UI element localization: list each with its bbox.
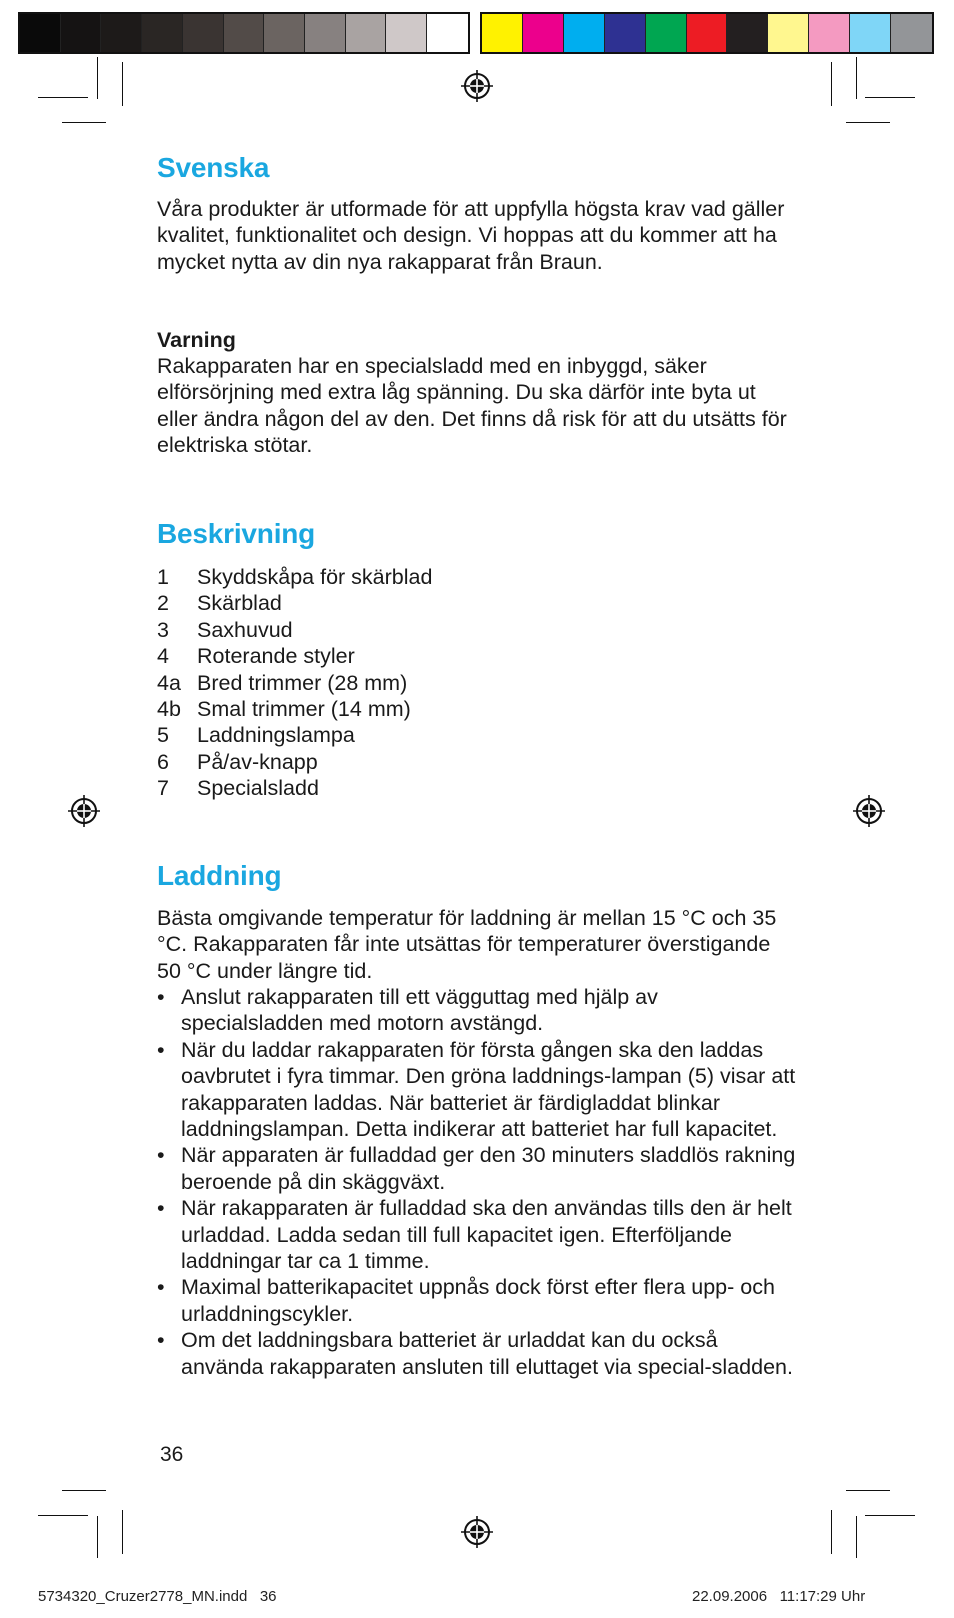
- item-label: På/av-knapp: [197, 749, 318, 774]
- grayscale-calibration-bar: [18, 12, 470, 54]
- item-number: 2: [157, 591, 169, 616]
- page-number: 36: [160, 1443, 184, 1466]
- registration-mark-icon: [68, 795, 100, 827]
- registration-mark-icon: [853, 795, 885, 827]
- bullet-text: Om det laddningsbara batteriet är urladdat kan du också använda rakapparaten ansluten till eluttaget via special-sladden.: [181, 1328, 793, 1379]
- color-swatch: [891, 14, 932, 52]
- color-swatch: [183, 14, 224, 52]
- list-item: [157, 1195, 797, 1274]
- bullet-icon: •: [157, 1037, 165, 1062]
- registration-mark-icon: [461, 1516, 493, 1548]
- crop-mark: [831, 62, 832, 106]
- item-label: Laddningslampa: [197, 723, 355, 748]
- color-swatch: [809, 14, 850, 52]
- item-label: Skärblad: [197, 591, 282, 616]
- list-item: [157, 564, 432, 590]
- bullet-text: När rakapparaten är fulladdad ska den användas tills den är helt urladdad. Ladda sedan till full kapacitet igen. Efterföljande laddningar tar ca 1 timme.: [181, 1196, 792, 1274]
- bullet-icon: •: [157, 1143, 165, 1168]
- crop-mark: [865, 1515, 915, 1516]
- registration-mark-icon: [461, 70, 493, 102]
- bullet-icon: •: [157, 1275, 165, 1300]
- item-number: 5: [157, 723, 169, 748]
- item-label: Roterande styler: [197, 644, 355, 669]
- footer-filename: 5734320_Cruzer2778_MN.indd 36: [38, 1588, 277, 1605]
- color-swatch: [386, 14, 427, 52]
- crop-mark: [846, 1490, 890, 1491]
- bullet-text: När du laddar rakapparaten för första gången ska den laddas oavbrutet i fyra timmar. Den gröna laddnings-lampan (5) visar att rakapparaten laddas. När batteriet är färdigladdat blinkar laddningslampan. Detta indikerar att batteriet har full kapacitet.: [181, 1037, 796, 1142]
- bullet-icon: •: [157, 985, 165, 1009]
- color-swatch: [20, 14, 61, 52]
- color-swatch: [264, 14, 305, 52]
- crop-mark: [122, 1510, 123, 1554]
- color-swatch: [768, 14, 809, 52]
- crop-mark: [62, 122, 106, 123]
- crop-mark: [865, 97, 915, 98]
- list-item: [157, 590, 432, 616]
- crop-mark: [62, 1490, 106, 1491]
- list-item: [157, 1037, 797, 1143]
- bullet-icon: •: [157, 1196, 165, 1221]
- crop-mark: [846, 122, 890, 123]
- color-swatch: [646, 14, 687, 52]
- list-item: [157, 643, 432, 669]
- color-swatch: [482, 14, 523, 52]
- list-item: [157, 1274, 797, 1327]
- list-item: [157, 722, 432, 748]
- color-swatch: [687, 14, 728, 52]
- color-swatch: [427, 14, 468, 52]
- color-swatch: [850, 14, 891, 52]
- item-number: 7: [157, 776, 169, 801]
- color-calibration-bar: [480, 12, 934, 54]
- list-item: [157, 1327, 797, 1380]
- list-item: [157, 670, 432, 696]
- parts-list: [157, 564, 432, 802]
- warning-paragraph: Rakapparaten har en specialsladd med en inbyggd, säker elförsörjning med extra låg spänning. Du ska därför inte byta ut eller ändra någon del av den. Det finns då risk för att du utsätts för elektriska stötar.: [157, 354, 787, 458]
- item-number: 6: [157, 749, 169, 774]
- color-swatch: [61, 14, 102, 52]
- warning-heading: Varning: [157, 328, 236, 352]
- crop-mark: [831, 1510, 832, 1554]
- section-title-beskrivning: Beskrivning: [157, 518, 316, 549]
- item-number: 1: [157, 565, 169, 589]
- color-swatch: [101, 14, 142, 52]
- color-swatch: [346, 14, 387, 52]
- crop-mark: [856, 1516, 857, 1558]
- list-item: [157, 696, 432, 722]
- item-number: 4: [157, 644, 169, 669]
- charging-instructions-list: [157, 984, 797, 1380]
- color-swatch: [523, 14, 564, 52]
- crop-mark: [97, 57, 98, 99]
- crop-mark: [97, 1516, 98, 1558]
- footer-timestamp: 22.09.2006 11:17:29 Uhr: [692, 1588, 866, 1605]
- item-number: 4a: [157, 670, 181, 695]
- color-swatch: [564, 14, 605, 52]
- list-item: [157, 1142, 797, 1195]
- bullet-text: Maximal batterikapacitet uppnås dock först efter flera upp- och urladdningscykler.: [181, 1275, 775, 1326]
- list-item: [157, 617, 432, 643]
- list-item: [157, 775, 432, 801]
- list-item: [157, 984, 797, 1037]
- color-swatch: [142, 14, 183, 52]
- color-swatch: [224, 14, 265, 52]
- section-title-svenska: Svenska: [157, 152, 270, 183]
- bullet-text: Anslut rakapparaten till ett vägguttag med hjälp av specialsladden med motorn avstängd.: [181, 985, 658, 1036]
- item-label: Specialsladd: [197, 776, 319, 801]
- color-swatch: [727, 14, 768, 52]
- item-label: Skyddskåpa för skärblad: [197, 565, 433, 589]
- charging-intro: Bästa omgivande temperatur för laddning är mellan 15 °C och 35 °C. Rakapparaten får inte utsättas för temperaturer överstigande 50 °C under längre tid.: [157, 906, 777, 983]
- item-number: 3: [157, 617, 169, 642]
- intro-paragraph: Våra produkter är utformade för att uppfylla högsta krav vad gäller kvalitet, funktionalitet och design. Vi hoppas att du kommer att ha mycket nytta av din nya rakapparat från Braun.: [157, 197, 785, 274]
- color-swatch: [305, 14, 346, 52]
- crop-mark: [38, 1515, 88, 1516]
- crop-mark: [856, 57, 857, 99]
- item-label: Bred trimmer (28 mm): [197, 670, 408, 695]
- bullet-text: När apparaten är fulladdad ger den 30 minuters sladdlös rakning beroende på din skäggväxt.: [181, 1143, 796, 1194]
- crop-mark: [38, 97, 88, 98]
- list-item: [157, 749, 432, 775]
- item-label: Saxhuvud: [197, 617, 293, 642]
- color-swatch: [605, 14, 646, 52]
- section-title-laddning: Laddning: [157, 860, 282, 891]
- bullet-icon: •: [157, 1328, 165, 1353]
- crop-mark: [122, 62, 123, 106]
- item-number: 4b: [157, 697, 181, 722]
- item-label: Smal trimmer (14 mm): [197, 697, 411, 722]
